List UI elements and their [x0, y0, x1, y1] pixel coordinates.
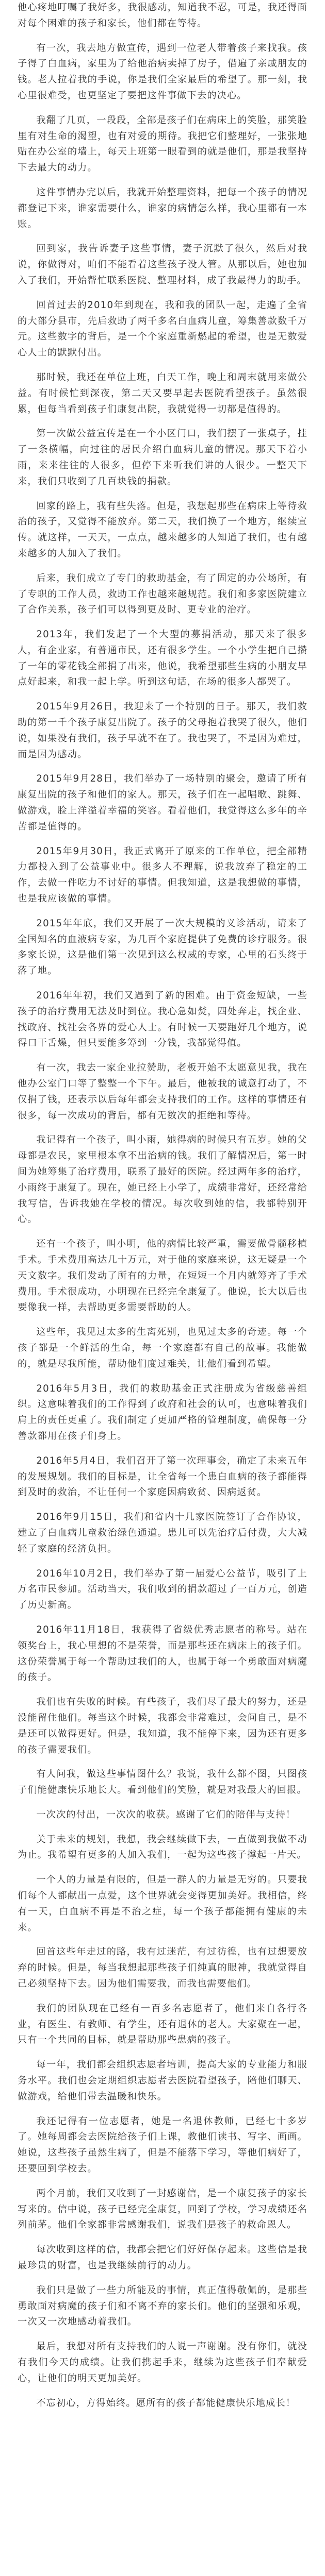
- article-body: [18, 0, 307, 2420]
- paragraph: 这件事情办完以后，我就开始整理资料，把每一个孩子的情况都登记下来，谁家需要什么，谁家的病情怎么样，我心里都有一本账。: [18, 187, 307, 230]
- paragraph: 我们的团队现在已经有一百多名志愿者了，他们来自各行各业，有医生、有教师、有学生，还有退休的老人。大家聚在一起，只有一个共同的目标，就是帮助那些患病的孩子。: [18, 2003, 307, 2046]
- paragraph: 我翻了几页，一段段，全部是孩子们在病床上的笑脸，那笑脸里有对生命的渴望，也有对爱的期待。我把它们整理好，一张张地贴在办公室的墙上，每天上班第一眼看到的就是他们，那是我坚持下去最大的动力。: [18, 114, 307, 174]
- paragraph: 他心疼地叮嘱了我好多，我很感动，知道我不忍，可是，我还得面对每个困难的孩子和家长，他们都在等待。: [18, 2, 307, 29]
- paragraph: 有一次，我去一家企业拉赞助，老板开始不太愿意见我，我在他办公室门口等了整整一个下午。最后，他被我的诚意打动了，不仅捐了钱，还表示以后每年都会支持我们的工作。这样的事情还有很多，每一次成功的背后，都有无数次的拒绝和等待。: [18, 1062, 307, 1121]
- paragraph: 2016年5月3日，我们的救助基金正式注册成为省级慈善组织。这意味着我们的工作得到了政府和社会的认可，也意味着我们肩上的责任更重了。我们制定了更加严格的管理制度，确保每一分善款都用在孩子们身上。: [18, 1383, 307, 1442]
- paragraph: 2016年11月18日，我获得了省级优秀志愿者的称号。站在领奖台上，我心里想的不是荣誉，而是那些还在病床上的孩子们。这份荣誉属于每一个帮助过我们的人，也属于每一个勇敢面对病魔的孩子。: [18, 1624, 307, 1683]
- paragraph: 我记得有一个孩子，叫小雨，她得病的时候只有五岁。她的父母都是农民，家里根本拿不出治病的钱。我们了解情况后，第一时间为她筹集了治疗费用，联系了最好的医院。经过两年多的治疗，小雨终于康复了。现在，她已经上小学了，成绩非常好，还经常给我写信，告诉我她在学校的情况。每次收到她的信，我都特别开心。: [18, 1134, 307, 1225]
- paragraph: 还有一个孩子，叫小明，他的病情比较严重，需要做骨髓移植手术。手术费用高达几十万元，对于他的家庭来说，这无疑是一个天文数字。我们发动了所有的力量，在短短一个月内就筹齐了手术费用。手术很成功，小明现在已经完全康复了。他说，长大以后也要像我一样，去帮助更多需要帮助的人。: [18, 1239, 307, 1313]
- paragraph: 回到家，我告诉妻子这些事情，妻子沉默了很久，然后对我说，你做得对，咱们不能看着这些孩子没人管。从那以后，她也加入了我们，开始帮忙联系医院、整理材料，成了我最得力的助手。: [18, 243, 307, 286]
- paragraph: 不忘初心，方得始终。愿所有的孩子都能健康快乐地成长！: [36, 2397, 296, 2409]
- paragraph: 后来，我们成立了专门的救助基金，有了固定的办公场所，有了专职的工作人员，救助工作也越来越规范。我们和多家医院建立了合作关系，孩子们可以得到更及时、更专业的治疗。: [18, 572, 307, 616]
- paragraph: 2016年10月2日，我们举办了第一届爱心公益节，吸引了上万名市民参加。活动当天，我们收到的捐款超过了一百万元，创造了历史新高。: [18, 1568, 307, 1611]
- paragraph: 两个月前，我们又收到了一封感谢信，是一个康复孩子的家长写来的。信中说，孩子已经完全康复，回到了学校，学习成绩还名列前茅。他们全家都非常感谢我们，说我们是孩子的救命恩人。: [18, 2188, 307, 2231]
- paragraph: 2015年年底，我们又开展了一次大规模的义诊活动，请来了全国知名的血液病专家，为几百个家庭提供了免费的诊疗服务。很多家长说，这是他们第一次见到这么权威的专家，心里的石头终于落了地。: [18, 918, 307, 977]
- paragraph: 2016年5月4日，我们召开了第一次理事会，确定了未来五年的发展规划。我们的目标是，让全省每一个患白血病的孩子都能得到及时的救治，不让任何一个家庭因病致贫、因病返贫。: [18, 1455, 307, 1498]
- paragraph: 我还记得有一位志愿者，她是一名退休教师，已经七十多岁了。她每周都会去医院给孩子们上课，教他们读书、写字、画画。她说，这些孩子虽然生病了，但是不能落下学习，等他们病好了，还要回到学校去。: [18, 2115, 307, 2175]
- paragraph: 我们只是做了一些力所能及的事情，真正值得敬佩的，是那些勇敢面对病魔的孩子们和不离不弃的家长们。他们的坚强和乐观，一次又一次地感动着我们。: [18, 2284, 307, 2328]
- paragraph: 2015年9月28日，我们举办了一场特别的聚会，邀请了所有康复出院的孩子和他们的家人。那天，孩子们在一起唱歌、跳舞、做游戏，脸上洋溢着幸福的笑容。看着他们，我觉得这么多年的辛苦都是值得的。: [18, 773, 307, 832]
- paragraph: 回首这些年走过的路，我有过迷茫，有过彷徨，也有过想要放弃的时候。但是，每当我想起那些孩子们纯真的眼神，我就觉得自己必须坚持下去。因为他们需要我，而我也需要他们。: [18, 1946, 307, 1990]
- paragraph: 2015年9月30日，我正式离开了原来的工作单位，把全部精力都投入到了公益事业中。很多人不理解，说我放弃了稳定的工作，去做一件吃力不讨好的事情。但我知道，这是我想做的事情，也是我应该做的事情。: [18, 845, 307, 905]
- paragraph: 有一次，我去地方做宣传，遇到一位老人带着孩子来找我。孩子得了白血病，家里为了给他治病卖掉了房子，借遍了亲戚朋友的钱。老人拉着我的手说，你是我们全家最后的希望了。那一刻，我心里很难受，也更坚定了要把这件事做下去的决心。: [18, 42, 307, 101]
- paragraph: 2016年年初，我们又遇到了新的困难。由于资金短缺，一些孩子的治疗费用无法及时到位。我心急如焚，四处奔走，找企业、找政府、找社会各界的爱心人士。有时候一天要跑好几个地方，说得口干舌燥，但只要能多筹到一分钱，我都觉得值。: [18, 990, 307, 1049]
- paragraph: 第一次做公益宣传是在一个小区门口，我们摆了一张桌子，挂了一条横幅，向过往的居民介绍白血病儿童的情况。那天下着小雨，来来往往的人很多，但停下来听我们讲的人很少。一整天下来，我们只收到了几百块钱的捐款。: [18, 428, 307, 487]
- paragraph: 2016年9月15日，我们和省内十几家医院签订了合作协议，建立了白血病儿童救治绿色通道。患儿可以先治疗后付费，大大减轻了家庭的经济负担。: [18, 1512, 307, 1554]
- paragraph: 每一年，我们都会组织志愿者培训，提高大家的专业能力和服务水平。我们也会定期组织志愿者去医院看望孩子，陪他们聊天、做游戏，给他们带去温暖和快乐。: [18, 2059, 307, 2102]
- paragraph: 一次次的付出，一次次的收获。感谢了它们的陪伴与支持！: [36, 1809, 296, 1820]
- paragraph: 每次收到这样的信，我都会把它们好好保存起来。这些信是我最珍贵的财富，也是我继续前行的动力。: [18, 2244, 307, 2272]
- paragraph: 我们也有失败的时候。有些孩子，我们尽了最大的努力，还是没能留住他们。每当这个时候，我都会非常难过，会问自己，是不是还可以做得更好。但是，我知道，我不能停下来，因为还有更多的孩子需要我们。: [18, 1697, 307, 1755]
- paragraph: 一个人的力量是有限的，但是一群人的力量是无穷的。只要我们每个人都献出一点爱，这个世界就会变得更加美好。我相信，终有一天，白血病不再是不治之症，每一个孩子都能拥有健康的未来。: [18, 1874, 307, 1933]
- paragraph: 回首过去的2010年到现在，我和我的团队一起，走遍了全省的大部分县市，先后救助了两千多名白血病儿童，筹集善款数千万元。这些数字的背后，是一个个家庭重新燃起的希望，也是无数爱心人士的默默付出。: [18, 299, 307, 359]
- paragraph: 最后，我想对所有支持我们的人说一声谢谢。没有你们，就没有我们今天的成绩。让我们携起手来，继续为这些孩子们奉献爱心，让他们的明天更加美好。: [18, 2341, 307, 2384]
- paragraph: 回家的路上，我有些失落。但是，我想起那些在病床上等待救治的孩子，又觉得不能放弃。第二天，我们换了一个地方，继续宣传。就这样，一天天，一点点，越来越多的人知道了我们，也有越来越多的人加入了我们。: [18, 500, 307, 559]
- paragraph: 2015年9月26日，我迎来了一个特别的日子。那天，我们救助的第一千个孩子康复出院了。孩子的父母抱着我哭了很久，他们说，如果没有我们，孩子早就不在了。我也哭了，不是因为难过，而是因为感动。: [18, 701, 307, 760]
- paragraph: 有人问我，做这些事情图什么？我说，我什么都不图，只图孩子们能健康快乐地长大。看到他们的笑脸，就是对我最大的回报。: [18, 1769, 307, 1796]
- paragraph: 关于未来的规划，我想，我会继续做下去，一直做到我做不动为止。我希望有更多的人加入我们，一起为这些孩子撑起一片天。: [18, 1834, 307, 1861]
- paragraph: 那时候，我还在单位上班，白天工作，晚上和周末就用来做公益。有时候忙到深夜，第二天又要早起去医院看望孩子。虽然很累，但每当看到孩子们康复出院，我就觉得一切都是值得的。: [18, 371, 307, 415]
- paragraph: 这些年，我见过太多的生离死别，也见过太多的奇迹。每一个孩子都是一个鲜活的生命，每一个家庭都有自己的故事。我能做的，就是尽我所能，帮助他们度过难关，让他们看到希望。: [18, 1327, 307, 1369]
- paragraph: 2013年，我们发起了一个大型的募捐活动，那天来了很多人，有企业家，有普通市民，还有很多学生。一个小学生把自己攒了一年的零花钱全部捐了出来，他说，我希望那些生病的小朋友早点好起来，和我一起上学。听到这句话，在场的很多人都哭了。: [18, 629, 307, 688]
